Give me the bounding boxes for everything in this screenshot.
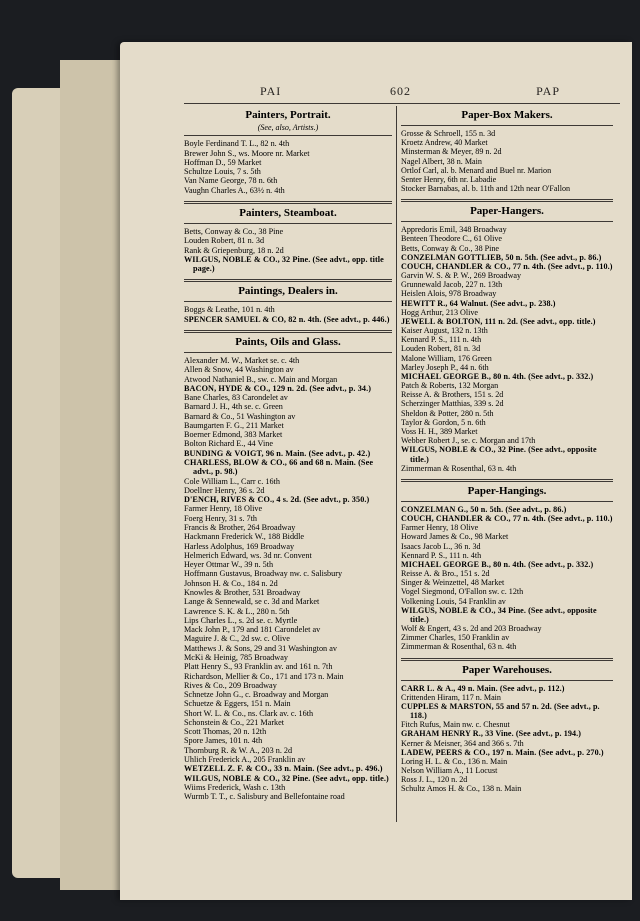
section-rule	[401, 680, 613, 681]
section-title: Paper-Hangings.	[401, 479, 613, 498]
directory-entry: Atwood Nathaniel B., sw. c. Main and Morgan	[184, 374, 338, 384]
page-number: 602	[390, 84, 411, 98]
directory-entry: Stocker Barnabas, al. b. 11th and 12th near O'Fallon	[401, 184, 571, 194]
directory-entry: WILGUS, NOBLE & CO., 32 Pine. (See advt., opposite title.)	[401, 445, 597, 464]
directory-entry: Spore James, 101 n. 4th	[184, 736, 263, 746]
directory-entry: Bane Charles, 83 Carondelet av	[184, 393, 288, 403]
directory-entry: Appredoris Emil, 348 Broadway	[401, 225, 507, 235]
section-subtitle: (See, also, Artists.)	[257, 123, 319, 132]
directory-section	[184, 330, 392, 802]
directory-entry: Scott Thomas, 20 n. 12th	[184, 727, 267, 737]
directory-entry: Schuetze & Eggers, 151 n. Main	[184, 699, 291, 709]
directory-entry: JEWELL & BOLTON, 111 n. 2d. (See advt., opp. title.)	[401, 316, 596, 326]
directory-entry: LADEW, PEERS & CO., 197 n. Main. (See advt., p. 270.)	[401, 747, 604, 757]
directory-entry: Isaacs Jacob L., 36 n. 3d	[401, 541, 481, 551]
directory-entry: Wiims Frederick, Wash c. 13th	[184, 782, 286, 792]
directory-entry: Benteen Theodore C., 61 Olive	[401, 234, 502, 244]
directory-entry: Hoffman D., 59 Market	[184, 157, 262, 167]
directory-entry: Senter Henry, 6th nr. Labadie	[401, 174, 497, 184]
directory-entry: Mack John P., 179 and 181 Carondelet av	[184, 625, 321, 635]
directory-entry: Kroetz Andrew, 40 Market	[401, 138, 488, 148]
section-title: Painters, Steamboat.	[184, 201, 392, 220]
directory-entry: Barnard J. H., 4th se. c. Green	[184, 402, 283, 412]
directory-entry: Maguire J. & C., 2d sw. c. Olive	[184, 634, 290, 644]
directory-entry: Reisse A. & Brothers, 151 s. 2d	[401, 390, 504, 400]
directory-entry: Johnson H. & Co., 184 n. 2d	[184, 578, 278, 588]
section-rule	[401, 221, 613, 222]
directory-section	[401, 199, 613, 473]
directory-entry: Howard James & Co., 98 Market	[401, 532, 509, 542]
directory-entry: Nelson William A., 11 Locust	[401, 766, 498, 776]
directory-entry: Boyle Ferdinand T. L., 82 n. 4th	[184, 139, 290, 149]
directory-entry: Short W. L. & Co., ns. Clark av. c. 16th	[184, 708, 314, 718]
section-rule	[401, 501, 613, 502]
directory-entry: CARR L. & A., 49 n. Main. (See advt., p. 112.)	[401, 683, 565, 693]
directory-entry: Cole William L., Carr c. 16th	[184, 476, 280, 486]
directory-entry: Lips Charles L., s. 2d se. c. Myrtle	[184, 615, 298, 625]
right-column	[401, 108, 613, 800]
directory-entry: WILGUS, NOBLE & CO., 32 Pine. (See advt., opp. title.)	[184, 773, 389, 783]
directory-entry: Scherzinger Matthias, 339 s. 2d	[401, 399, 504, 409]
directory-entry: Kaiser August, 132 n. 13th	[401, 326, 488, 336]
directory-entry: Van Name George, 78 n. 6th	[184, 176, 278, 186]
directory-section	[184, 279, 392, 324]
directory-entry: CONZELMAN GOTTLIEB, 50 n. 5th. (See advt., p. 86.)	[401, 252, 602, 262]
directory-entry: Grosse & Schroell, 155 n. 3d	[401, 129, 496, 138]
directory-entry: Volkening Louis, 54 Franklin av	[401, 596, 506, 606]
directory-entry: Garvin W. S. & P. W., 269 Broadway	[401, 271, 522, 281]
directory-entry: Hackmann Frederick W., 188 Biddle	[184, 532, 305, 542]
directory-entry: Betts, Conway & Co., 38 Pine	[401, 243, 500, 253]
directory-entry: Kennard P. S., 111 n. 4th	[401, 335, 482, 345]
directory-entry: Farmer Henry, 18 Olive	[184, 504, 263, 514]
directory-entry: Voss H. H., 389 Market	[401, 426, 478, 436]
section-rule	[184, 135, 392, 136]
directory-entry: Louden Robert, 81 n. 3d	[401, 344, 481, 354]
directory-entry: Schultz Amos H. & Co., 138 n. Main	[401, 784, 522, 794]
directory-entry: Harless Adolphus, 169 Broadway	[184, 541, 295, 551]
directory-entry: Crittenden Hiram, 117 n. Main	[401, 692, 501, 702]
directory-entry: Matthews J. & Sons, 29 and 31 Washington av	[184, 643, 337, 653]
directory-section	[401, 658, 613, 794]
section-title: Paper Warehouses.	[401, 658, 613, 677]
directory-entry: Boggs & Leathe, 101 n. 4th	[184, 305, 275, 315]
directory-entry: Ortlof Carl, al. b. Menard and Buel nr. Marion	[401, 165, 552, 175]
directory-entry: Brewer John S., ws. Moore nr. Market	[184, 148, 310, 158]
directory-entry: Wolf & Engert, 43 s. 2d and 203 Broadway	[401, 624, 542, 634]
directory-entry: Webber Robert J., se. c. Morgan and 17th	[401, 436, 536, 446]
directory-entry: Wurmb T. T., c. Salisbury and Bellefontaine road	[184, 792, 345, 802]
directory-entry: MICHAEL GEORGE B., 80 n. 4th. (See advt., p. 332.)	[401, 371, 594, 381]
section-title: Paper-Hangers.	[401, 199, 613, 218]
directory-entry: Barnard & Co., 51 Washington av	[184, 411, 296, 421]
directory-entry: Knowles & Brother, 531 Broadway	[184, 587, 301, 597]
directory-entry: McKi & Heinig, 785 Broadway	[184, 652, 288, 662]
directory-section	[401, 479, 613, 652]
left-column	[184, 108, 392, 807]
directory-entry: WILGUS, NOBLE & CO., 32 Pine. (See advt., opp. title page.)	[184, 254, 384, 274]
directory-entry: Vogel Siegmond, O'Fallon sw. c. 12th	[401, 587, 524, 597]
directory-entry: Loring H. L. & Co., 136 n. Main	[401, 756, 508, 766]
directory-entry: Malone William, 176 Green	[401, 353, 492, 363]
directory-entry: HEWITT R., 64 Walnut. (See advt., p. 238.)	[401, 298, 556, 308]
column-divider	[396, 106, 397, 822]
section-rule	[184, 352, 392, 353]
directory-entry: Boerner Edmond, 383 Market	[184, 430, 283, 440]
directory-entry: Taylor & Gordon, 5 n. 6th	[401, 417, 486, 427]
directory-entry: Grunnewald Jacob, 227 n. 13th	[401, 280, 503, 290]
directory-entry: Lawrence S. K. & L., 280 n. 5th	[184, 606, 290, 616]
directory-entry: Hoffmann Gustavus, Broadway nw. c. Salisbury	[184, 569, 343, 579]
directory-entry: Schultze Louis, 7 s. 5th	[184, 167, 261, 177]
directory-entry: COUCH, CHANDLER & CO., 77 n. 4th. (See advt., p. 110.)	[401, 514, 613, 524]
directory-entry: Helmerich Edward, ws. 3d nr. Convent	[184, 550, 312, 560]
directory-entry: Minsterman & Meyer, 89 n. 2d	[401, 147, 502, 157]
directory-entry: SPENCER SAMUEL & CO, 82 n. 4th. (See advt., p. 446.)	[184, 314, 390, 324]
directory-entry: Farmer Henry, 18 Olive	[401, 523, 479, 533]
page-header	[184, 84, 620, 100]
directory-entry: Singer & Weinzettel, 48 Market	[401, 578, 505, 588]
directory-entry: Betts, Conway & Co., 38 Pine	[184, 226, 284, 236]
directory-section	[401, 108, 613, 193]
header-left: PAI	[260, 84, 282, 98]
directory-entry: Louden Robert, 81 n. 3d	[184, 236, 265, 246]
section-rule	[184, 301, 392, 302]
directory-entry: Uhlich Frederick A., 205 Franklin av	[184, 755, 306, 765]
directory-entry: WETZELL Z. F. & CO., 33 n. Main. (See advt., p. 496.)	[184, 764, 383, 774]
directory-entry: Rank & Griepenburg, 18 n. 2d	[184, 245, 284, 255]
directory-entry: Hogg Arthur, 213 Olive	[401, 307, 479, 317]
section-title: Paintings, Dealers in.	[184, 279, 392, 298]
directory-entry: Marley Joseph P., 44 n. 6th	[401, 362, 489, 372]
directory-entry: Zimmerman & Rosenthal, 63 n. 4th	[401, 642, 517, 652]
directory-entry: Nagel Albert, 38 n. Main	[401, 156, 482, 166]
directory-entry: Foerg Henry, 31 s. 7th	[184, 513, 257, 523]
section-title: Paints, Oils and Glass.	[184, 330, 392, 349]
directory-entry: CHARLESS, BLOW & CO., 66 and 68 n. Main. (See advt., p. 98.)	[184, 458, 374, 477]
directory-entry: Francis & Brother, 264 Broadway	[184, 523, 296, 532]
directory-entry: CONZELMAN G., 50 n. 5th. (See advt., p. 86.)	[401, 504, 567, 514]
directory-entry: Heyer Ottmar W., 39 n. 5th	[184, 560, 274, 570]
directory-entry: CUPPLES & MARSTON, 55 and 57 n. 2d. (See advt., p. 118.)	[401, 701, 600, 721]
directory-entry: Zimmerman & Rosenthal, 63 n. 4th	[401, 463, 517, 473]
directory-entry: Fitch Rufus, Main nw. c. Chesnut	[401, 720, 510, 730]
directory-entry: Schnetze John G., c. Broadway and Morgan	[184, 690, 329, 700]
directory-entry: Doellner Henry, 36 s. 2d	[184, 485, 265, 495]
directory-entry: Alexander M. W., Market se. c. 4th	[184, 355, 300, 365]
directory-entry: Heislen Alois, 978 Broadway	[401, 289, 497, 299]
directory-entry: Kennard P. S., 111 n. 4th	[401, 550, 482, 560]
directory-entry: Thornburg R. & W. A., 203 n. 2d	[184, 745, 293, 755]
section-title: Paper-Box Makers.	[461, 109, 553, 121]
directory-entry: Lange & Sennewald, se c. 3d and Market	[184, 597, 320, 607]
section-rule	[184, 223, 392, 224]
section-rule	[401, 125, 613, 126]
directory-entry: Allen & Snow, 44 Washington av	[184, 365, 294, 375]
header-right: PAP	[536, 84, 560, 98]
directory-entry: Vaughn Charles A., 63½ n. 4th	[184, 185, 285, 195]
directory-entry: Richardson, Mellier & Co., 171 and 173 n. Main	[184, 671, 344, 681]
directory-entry: BACON, HYDE & CO., 129 n. 2d. (See advt., p. 34.)	[184, 383, 372, 393]
directory-entry: Rives & Co., 209 Broadway	[184, 680, 277, 690]
directory-entry: Patch & Roberts, 132 Morgan	[401, 381, 499, 391]
directory-entry: Ross J. L., 120 n. 2d	[401, 775, 468, 785]
directory-entry: MICHAEL GEORGE B., 80 n. 4th. (See advt., p. 332.)	[401, 559, 594, 569]
directory-entry: Sheldon & Potter, 280 n. 5th	[401, 408, 494, 418]
directory-entry: BUNDING & VOIGT, 96 n. Main. (See advt., p. 42.)	[184, 448, 371, 458]
directory-entry: Baumgarten F. G., 211 Market	[184, 420, 284, 430]
directory-entry: GRAHAM HENRY R., 33 Vine. (See advt., p. 194.)	[401, 729, 582, 739]
directory-section	[184, 201, 392, 273]
header-rule	[184, 103, 620, 104]
section-title: Painters, Portrait.	[245, 109, 331, 121]
directory-section	[184, 108, 392, 195]
directory-entry: Schonstein & Co., 221 Market	[184, 717, 285, 727]
directory-entry: WILGUS, NOBLE & CO., 34 Pine. (See advt., opposite title.)	[401, 605, 597, 624]
directory-entry: D'ENCH, RIVES & CO., 4 s. 2d. (See advt., p. 350.)	[184, 495, 370, 505]
directory-entry: COUCH, CHANDLER & CO., 77 n. 4th. (See advt., p. 110.)	[401, 261, 613, 271]
directory-entry: Kerner & Meisner, 364 and 366 s. 7th	[401, 738, 524, 748]
directory-entry: Reisse A. & Bro., 151 s. 2d	[401, 569, 490, 579]
directory-entry: Platt Henry S., 93 Franklin av. and 161 n. 7th	[184, 662, 333, 672]
directory-entry: Bolton Richard E., 44 Vine	[184, 439, 273, 449]
directory-entry: Zimmer Charles, 150 Franklin av	[401, 633, 510, 643]
